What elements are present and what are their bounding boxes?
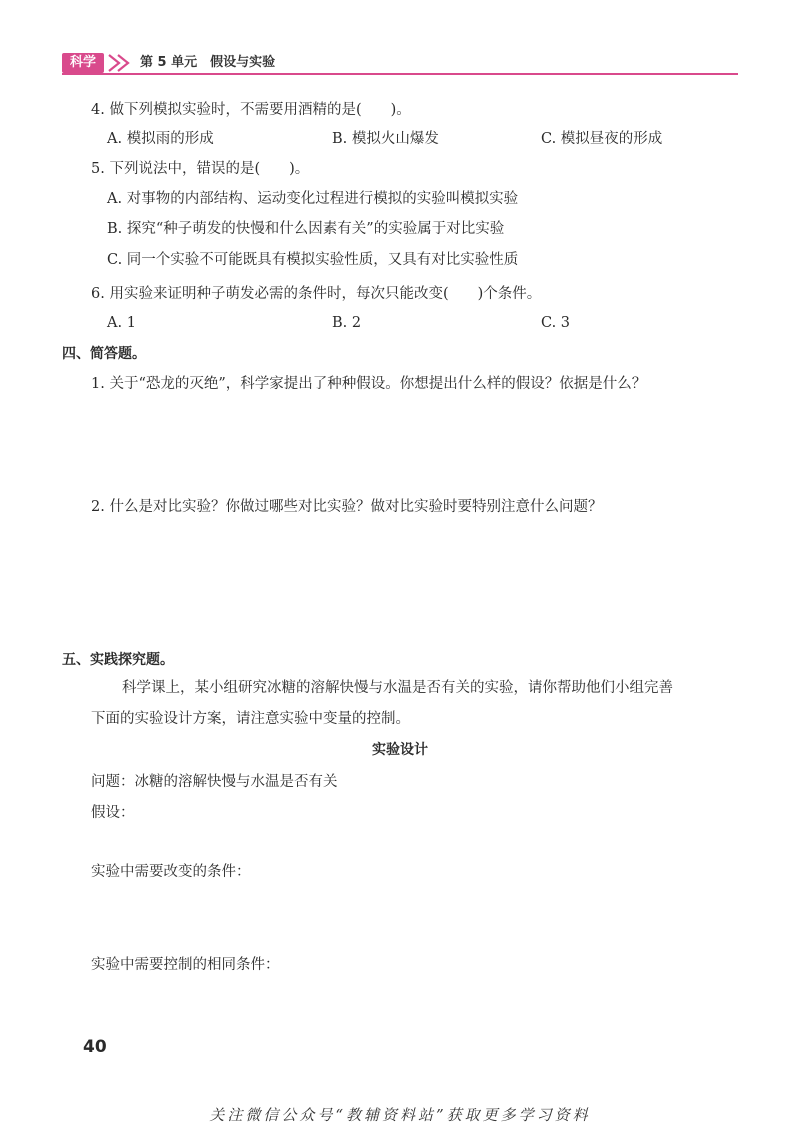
unit-title: 第 5 单元 假设与实验 xyxy=(140,55,276,70)
question-4-option-c: C. 模拟昼夜的形成 xyxy=(541,131,663,147)
question-5-option-b: B. 探究“种子萌发的快慢和什么因素有关”的实验属于对比实验 xyxy=(107,221,505,237)
short-answer-q2: 2. 什么是对比实验？你做过哪些对比实验？做对比实验时要特别注意什么问题？ xyxy=(91,499,603,515)
short-answer-q1: 1. 关于“恐龙的灭绝”，科学家提出了种种假设。你想提出什么样的假设？依据是什么？ xyxy=(91,376,647,392)
question-4-option-b: B. 模拟火山爆发 xyxy=(332,131,439,147)
question-6-stem: 6. 用实验来证明种子萌发必需的条件时，每次只能改变( )个条件。 xyxy=(91,286,542,302)
question-4-stem: 4. 做下列模拟实验时，不需要用酒精的是( )。 xyxy=(91,102,411,118)
double-chevron-icon xyxy=(106,53,136,73)
design-problem: 问题：冰糖的溶解快慢与水温是否有关 xyxy=(91,774,338,790)
question-5-option-c: C. 同一个实验不可能既具有模拟实验性质，又具有对比实验性质 xyxy=(107,252,519,268)
section-4-title: 四、简答题。 xyxy=(62,346,146,362)
design-change-condition: 实验中需要改变的条件： xyxy=(91,864,251,880)
experiment-design-title: 实验设计 xyxy=(372,742,428,758)
question-6-option-c: C. 3 xyxy=(541,315,571,331)
question-6-option-a: A. 1 xyxy=(107,315,136,331)
design-hypothesis: 假设： xyxy=(91,805,135,821)
footer-note: 关注微信公众号“教辅资料站”获取更多学习资料 xyxy=(209,1106,591,1124)
header-rule xyxy=(62,73,738,75)
subject-tag: 科学 xyxy=(62,53,104,73)
practice-intro-line1: 科学课上，某小组研究冰糖的溶解快慢与水温是否有关的实验，请你帮助他们小组完善 xyxy=(122,680,673,696)
design-same-condition: 实验中需要控制的相同条件： xyxy=(91,957,280,973)
question-5-option-a: A. 对事物的内部结构、运动变化过程进行模拟的实验叫模拟实验 xyxy=(107,191,519,207)
practice-intro-line2: 下面的实验设计方案，请注意实验中变量的控制。 xyxy=(91,711,410,727)
question-5-stem: 5. 下列说法中，错误的是( )。 xyxy=(91,161,310,177)
question-6-option-b: B. 2 xyxy=(332,315,362,331)
question-4-option-a: A. 模拟雨的形成 xyxy=(107,131,214,147)
section-5-title: 五、实践探究题。 xyxy=(62,652,174,668)
page-number: 40 xyxy=(83,1037,107,1057)
page-header xyxy=(62,53,738,75)
